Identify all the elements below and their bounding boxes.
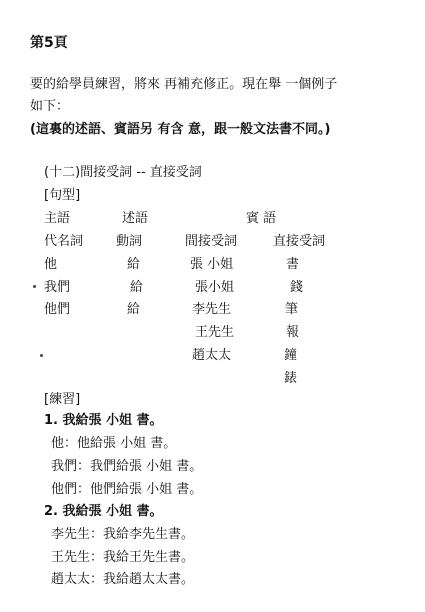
table-row [0, 348, 425, 364]
header-pronoun: 代名詞 [44, 234, 84, 249]
page-header: 第5頁 [30, 35, 68, 51]
practice-label: [練習] [44, 392, 81, 407]
practice-item: 2. 我給張 小姐 書。 [44, 504, 163, 519]
cell-verb: 給 [127, 257, 141, 272]
table-row [0, 302, 425, 318]
intro-line-1: 要的給學員練習，將來 再補充修正。現在舉 一個例子 [30, 77, 338, 92]
header-object: 賓 語 [246, 211, 277, 226]
table-row [0, 325, 425, 341]
practice-item: 他：他給張 小姐 書。 [51, 436, 177, 451]
practice-item: 李先生：我給李先生書。 [51, 527, 195, 542]
cell-direct: 筆 [285, 302, 299, 317]
practice-item: 王先生：我給王先生書。 [51, 550, 195, 565]
cell-pronoun: 他們 [44, 302, 71, 317]
cell-direct: 書 [286, 257, 300, 272]
header-subject: 主語 [44, 211, 71, 226]
pattern-label: [句型] [44, 188, 81, 203]
header-direct-object: 直接受詞 [273, 234, 326, 249]
practice-item: 1. 我給張 小姐 書。 [44, 413, 163, 428]
table-row [0, 257, 425, 273]
table-row [0, 280, 425, 296]
cell-verb: 給 [127, 302, 141, 317]
cell-indirect: 王先生 [195, 325, 235, 340]
section-title: (十二)間接受詞 -- 直接受詞 [44, 165, 202, 180]
table-row [0, 371, 425, 387]
practice-item: 我們：我們給張 小姐 書。 [51, 459, 203, 474]
cell-indirect: 張 小姐 [190, 257, 234, 272]
cell-direct: 錶 [284, 371, 298, 386]
cell-direct: 鐘 [284, 348, 298, 363]
table-header-row-2 [0, 234, 425, 250]
practice-item: 趙太太：我給趙太太書。 [51, 572, 195, 587]
cell-direct: 報 [286, 325, 300, 340]
cell-verb: 給 [130, 280, 144, 295]
cell-pronoun: 我們 [44, 280, 71, 295]
table-header-row-1 [0, 211, 425, 227]
cell-indirect: 趙太太 [192, 348, 232, 363]
cell-indirect: 李先生 [192, 302, 232, 317]
header-verb: 動詞 [116, 234, 143, 249]
intro-line-2: 如下： [30, 99, 70, 114]
scan-speck [33, 285, 36, 288]
cell-indirect: 張小姐 [195, 280, 235, 295]
header-indirect-object: 間接受詞 [185, 234, 238, 249]
scan-speck [40, 354, 43, 357]
intro-note: (這裏的述語、賓語另 有含 意，跟一般文法書不同。) [30, 122, 331, 137]
cell-pronoun: 他 [44, 257, 58, 272]
practice-item: 他們：他們給張 小姐 書。 [51, 482, 203, 497]
header-predicate: 述語 [122, 211, 149, 226]
cell-direct: 錢 [290, 280, 304, 295]
